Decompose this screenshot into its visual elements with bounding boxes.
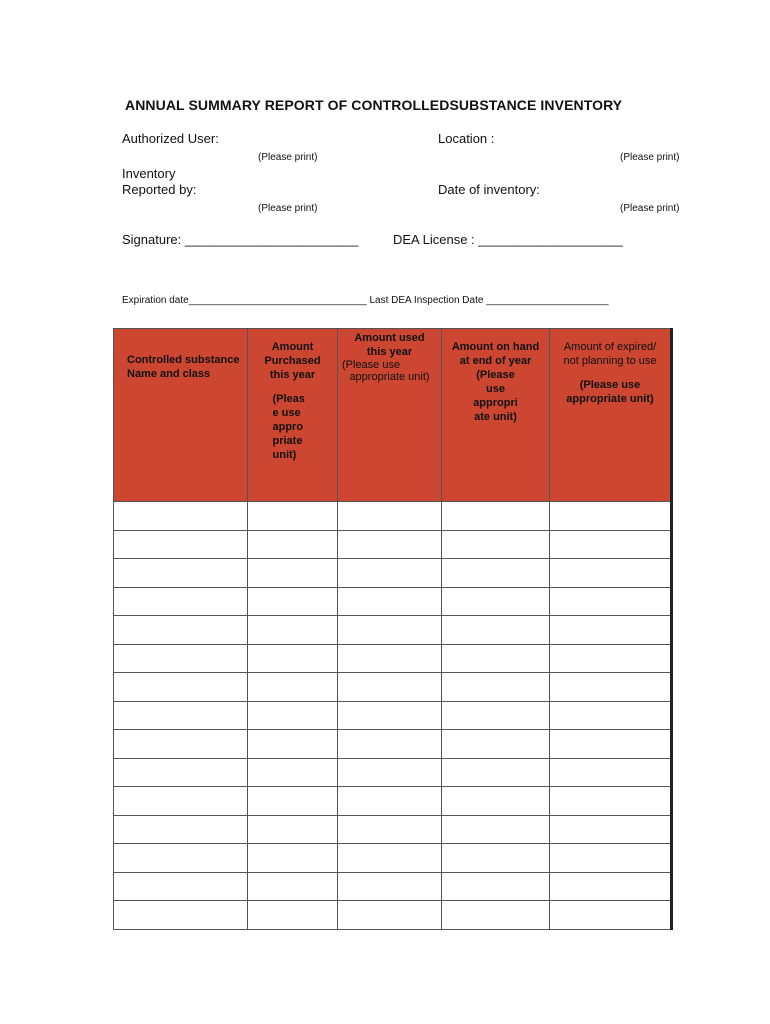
- table-cell[interactable]: [550, 815, 672, 844]
- table-cell[interactable]: [248, 758, 338, 787]
- header-amount-used: Amount used this year (Please use appropriate unit): [338, 329, 442, 502]
- table-cell[interactable]: [338, 758, 442, 787]
- table-cell[interactable]: [114, 502, 248, 531]
- table-cell[interactable]: [114, 616, 248, 645]
- dea-license-field[interactable]: DEA License : ____________________: [393, 232, 623, 247]
- table-cell[interactable]: [114, 530, 248, 559]
- table-cell[interactable]: [248, 844, 338, 873]
- table-cell[interactable]: [442, 872, 550, 901]
- table-row: [114, 502, 672, 531]
- table-cell[interactable]: [550, 530, 672, 559]
- table-cell[interactable]: [114, 701, 248, 730]
- table-cell[interactable]: [248, 730, 338, 759]
- table-cell[interactable]: [338, 815, 442, 844]
- inventory-table: [113, 328, 673, 930]
- location-label: Location :: [438, 131, 495, 146]
- table-cell[interactable]: [248, 616, 338, 645]
- expiration-inspection-line[interactable]: Expiration date________________________________ Last DEA Inspection Date ______________________: [122, 295, 609, 306]
- table-cell[interactable]: [550, 587, 672, 616]
- table-cell[interactable]: [442, 844, 550, 873]
- table-cell[interactable]: [248, 644, 338, 673]
- table-cell[interactable]: [114, 587, 248, 616]
- header-amount-on-hand: Amount on hand at end of year (Please use appropri ate unit): [442, 329, 550, 502]
- table-row: [114, 616, 672, 645]
- please-print-hint: (Please print): [258, 203, 318, 214]
- table-cell[interactable]: [442, 644, 550, 673]
- table-cell[interactable]: [338, 502, 442, 531]
- table-row: [114, 815, 672, 844]
- table-cell[interactable]: [338, 872, 442, 901]
- table-cell[interactable]: [338, 673, 442, 702]
- table-cell[interactable]: [338, 787, 442, 816]
- table-cell[interactable]: [338, 616, 442, 645]
- header-substance-name: Controlled substance Name and class: [114, 329, 248, 502]
- table-cell[interactable]: [114, 844, 248, 873]
- table-cell[interactable]: [550, 701, 672, 730]
- table-header-row: [114, 329, 672, 502]
- table-cell[interactable]: [114, 758, 248, 787]
- document-title: ANNUAL SUMMARY REPORT OF CONTROLLEDSUBSTANCE INVENTORY: [125, 97, 623, 113]
- table-row: [114, 701, 672, 730]
- header-amount-purchased: Amount Purchased this year (Pleas e use appro priate unit): [248, 329, 338, 502]
- table-row: [114, 644, 672, 673]
- reported-by-label: Reported by:: [122, 182, 197, 197]
- table-cell[interactable]: [338, 701, 442, 730]
- table-cell[interactable]: [550, 844, 672, 873]
- table-cell[interactable]: [550, 901, 672, 930]
- table-cell[interactable]: [442, 730, 550, 759]
- table-cell[interactable]: [442, 587, 550, 616]
- table-cell[interactable]: [442, 673, 550, 702]
- table-cell[interactable]: [550, 502, 672, 531]
- table-cell[interactable]: [442, 530, 550, 559]
- please-print-hint: (Please print): [620, 152, 680, 163]
- header-amount-expired: Amount of expired/ not planning to use (Please use appropriate unit): [550, 329, 672, 502]
- table-cell[interactable]: [248, 502, 338, 531]
- table-cell[interactable]: [338, 530, 442, 559]
- table-cell[interactable]: [248, 559, 338, 588]
- table-cell[interactable]: [114, 901, 248, 930]
- table-cell[interactable]: [550, 673, 672, 702]
- table-cell[interactable]: [248, 530, 338, 559]
- table-cell[interactable]: [338, 587, 442, 616]
- table-cell[interactable]: [550, 730, 672, 759]
- table-row: [114, 673, 672, 702]
- table-row: [114, 901, 672, 930]
- signature-field[interactable]: Signature: ________________________: [122, 232, 359, 247]
- please-print-hint: (Please print): [258, 152, 318, 163]
- table-cell[interactable]: [114, 815, 248, 844]
- table-cell[interactable]: [248, 787, 338, 816]
- table-row: [114, 758, 672, 787]
- table-cell[interactable]: [114, 730, 248, 759]
- table-cell[interactable]: [442, 701, 550, 730]
- table-row: [114, 530, 672, 559]
- table-cell[interactable]: [248, 701, 338, 730]
- table-cell[interactable]: [550, 872, 672, 901]
- table-cell[interactable]: [550, 758, 672, 787]
- table-cell[interactable]: [248, 901, 338, 930]
- table-cell[interactable]: [550, 787, 672, 816]
- table-row: [114, 844, 672, 873]
- table-cell[interactable]: [338, 901, 442, 930]
- table-cell[interactable]: [550, 644, 672, 673]
- table-cell[interactable]: [248, 587, 338, 616]
- table-row: [114, 872, 672, 901]
- date-of-inventory-label: Date of inventory:: [438, 182, 540, 197]
- table-row: [114, 787, 672, 816]
- inventory-label: Inventory: [122, 166, 176, 181]
- table-cell[interactable]: [338, 644, 442, 673]
- inventory-table-body: [114, 502, 672, 930]
- table-row: [114, 730, 672, 759]
- table-cell[interactable]: [248, 815, 338, 844]
- table-cell[interactable]: [442, 815, 550, 844]
- table-cell[interactable]: [248, 673, 338, 702]
- table-cell[interactable]: [114, 559, 248, 588]
- table-cell[interactable]: [114, 872, 248, 901]
- authorized-user-label: Authorized User:: [122, 131, 219, 146]
- table-cell[interactable]: [248, 872, 338, 901]
- table-cell[interactable]: [442, 787, 550, 816]
- please-print-hint: (Please print): [620, 203, 680, 214]
- table-cell[interactable]: [442, 502, 550, 531]
- table-cell[interactable]: [442, 559, 550, 588]
- table-cell[interactable]: [338, 559, 442, 588]
- table-cell[interactable]: [114, 644, 248, 673]
- table-cell[interactable]: [338, 844, 442, 873]
- table-cell[interactable]: [114, 673, 248, 702]
- table-cell[interactable]: [442, 616, 550, 645]
- table-row: [114, 587, 672, 616]
- table-cell[interactable]: [550, 616, 672, 645]
- table-cell[interactable]: [442, 901, 550, 930]
- table-cell[interactable]: [338, 730, 442, 759]
- table-cell[interactable]: [114, 787, 248, 816]
- table-cell[interactable]: [442, 758, 550, 787]
- table-cell[interactable]: [550, 559, 672, 588]
- table-row: [114, 559, 672, 588]
